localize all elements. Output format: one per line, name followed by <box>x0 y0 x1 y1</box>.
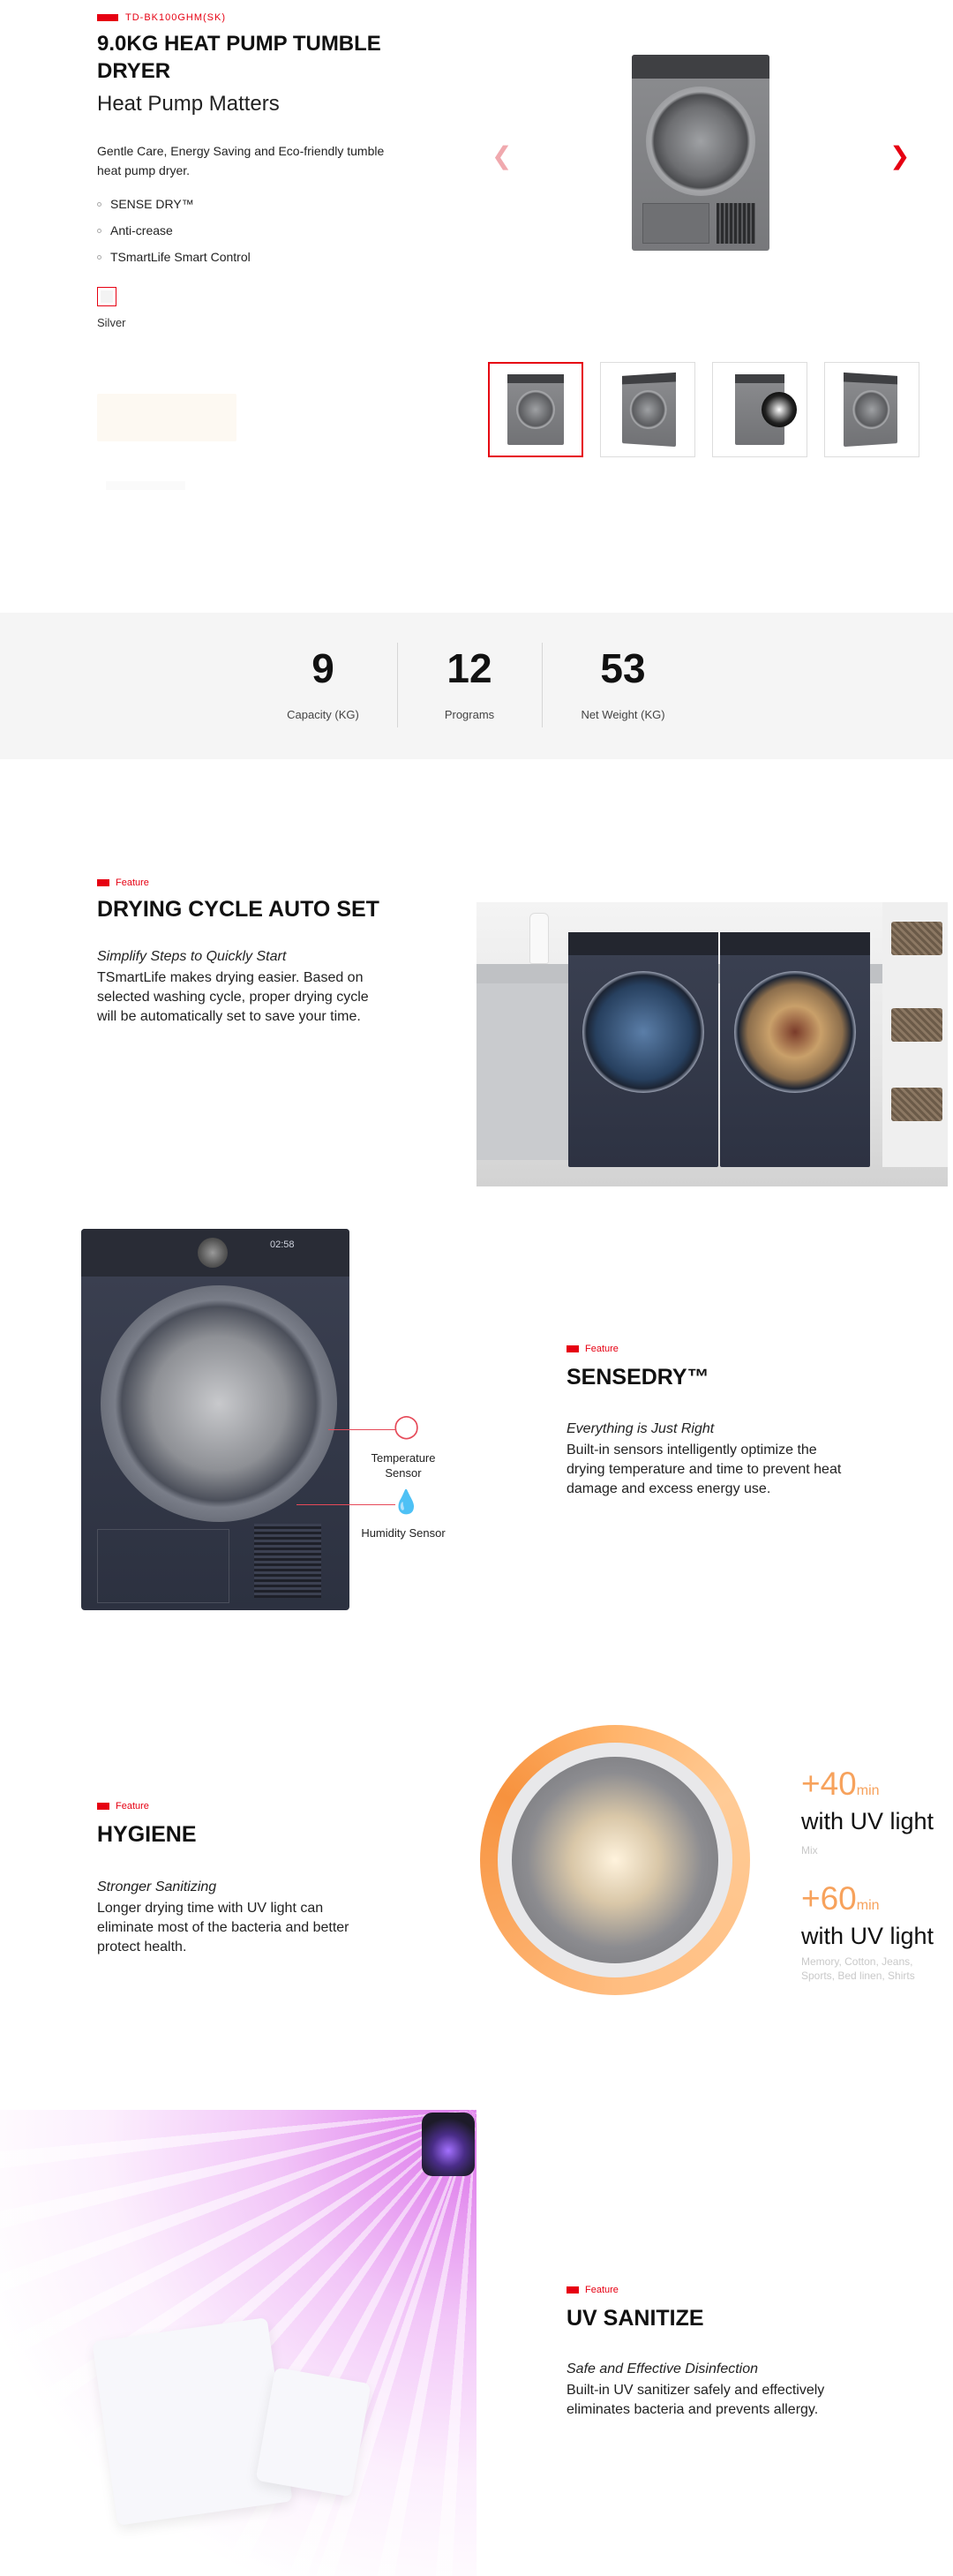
uv-time-60: +60min <box>801 1880 880 1917</box>
thermometer-icon: ◯ <box>394 1412 420 1439</box>
product-subtitle: Heat Pump Matters <box>97 92 280 116</box>
divider <box>542 643 543 727</box>
temperature-sensor-label: Temperature Sensor <box>371 1451 436 1480</box>
feature-text-drying: TSmartLife makes drying easier. Based on selected washing cycle, proper drying cycle will be automatically set to save your time. <box>97 970 369 1024</box>
stat-programs: 12 Programs <box>444 645 495 721</box>
sensedry-dryer-image <box>81 1229 349 1610</box>
dryer-display: 02:58 <box>270 1239 295 1250</box>
bullet-item: SENSE DRY™ <box>97 191 251 217</box>
stat-capacity: 9 Capacity (KG) <box>287 645 359 721</box>
bullet-dot-icon <box>97 255 101 260</box>
humidity-drop-icon: 💧 <box>392 1488 421 1515</box>
feature-title-uv: UV SANITIZE <box>567 2306 704 2331</box>
accent-bar <box>97 14 118 21</box>
feature-text-sensedry: Built-in sensors intelligently optimize the drying temperature and time to prevent heat damage and excess energy use. <box>567 1442 842 1496</box>
feature-subtitle-uv: Safe and Effective Disinfection <box>567 2361 759 2376</box>
thumbnail-1[interactable] <box>488 362 583 457</box>
feature-title-sensedry: SENSEDRY™ <box>567 1365 709 1390</box>
feature-subtitle-sensedry: Everything is Just Right <box>567 1421 715 1436</box>
laundry-scene-image <box>476 902 948 1186</box>
feature-tag: Feature <box>97 1801 149 1811</box>
uv-programs-60: Memory, Cotton, Jeans, Sports, Bed linen, Shirts <box>801 1955 915 1982</box>
feature-subtitle-hygiene: Stronger Sanitizing <box>97 1879 217 1894</box>
uv-with-label: with UV light <box>801 1808 934 1834</box>
model-number: TD-BK100GHM(SK) <box>125 12 227 23</box>
sensor-line <box>328 1429 395 1430</box>
feature-subtitle-drying: Simplify Steps to Quickly Start <box>97 949 287 964</box>
feature-title-drying: DRYING CYCLE AUTO SET <box>97 897 379 922</box>
prev-arrow-icon[interactable]: ❮ <box>492 142 513 169</box>
shirt-image <box>92 2317 292 2526</box>
feature-text-hygiene: Longer drying time with UV light can eliminate most of the bacteria and better protect health. <box>97 1901 349 1955</box>
bullet-dot-icon <box>97 229 101 233</box>
feature-bullets <box>97 191 251 270</box>
uv-programs-40: Mix <box>801 1844 818 1857</box>
uv-light-image <box>0 2110 476 2576</box>
color-swatch-silver[interactable] <box>97 287 116 306</box>
link-placeholder[interactable] <box>106 481 185 490</box>
thumbnail-4[interactable] <box>824 362 919 457</box>
buy-button-placeholder[interactable] <box>97 394 236 441</box>
color-name: Silver <box>97 316 126 329</box>
feature-title-hygiene: HYGIENE <box>97 1822 197 1847</box>
feature-tag: Feature <box>567 2285 619 2295</box>
feature-tag: Feature <box>97 877 149 888</box>
next-arrow-icon[interactable]: ❯ <box>889 142 911 169</box>
shirt-image <box>256 2367 371 2497</box>
product-description: Gentle Care, Energy Saving and Eco-friendly tumble heat pump dryer. <box>97 144 385 177</box>
bottle-icon <box>529 913 549 964</box>
thumbnail-3[interactable] <box>712 362 807 457</box>
sensor-line <box>296 1504 395 1505</box>
bullet-item: TSmartLife Smart Control <box>97 244 251 270</box>
uv-time-40: +40min <box>801 1766 880 1802</box>
uv-drum-image <box>512 1757 718 1963</box>
model-tag <box>97 12 226 23</box>
product-title: 9.0KG HEAT PUMP TUMBLE DRYER <box>97 32 381 83</box>
humidity-sensor-label: Humidity Sensor <box>361 1526 446 1540</box>
bullet-dot-icon <box>97 202 101 207</box>
feature-text-uv: Built-in UV sanitizer safely and effectively eliminates bacteria and prevents allergy. <box>567 2383 825 2417</box>
feature-tag: Feature <box>567 1344 619 1354</box>
thumbnail-2[interactable] <box>600 362 695 457</box>
uv-with-label: with UV light <box>801 1923 934 1949</box>
product-image <box>632 55 769 251</box>
control-knob-icon <box>198 1238 228 1268</box>
stat-net-weight: 53 Net Weight (KG) <box>581 645 665 721</box>
uv-lamp-icon <box>422 2113 475 2176</box>
stats-band <box>0 613 953 759</box>
bullet-item: Anti-crease <box>97 217 251 244</box>
